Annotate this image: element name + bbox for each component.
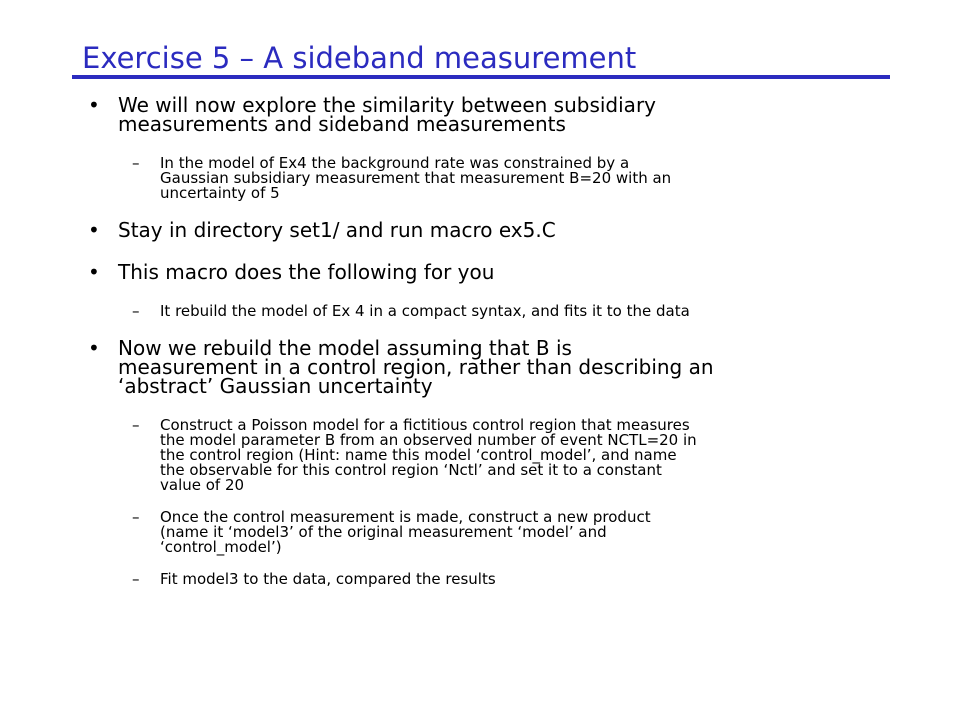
bullet-item bbox=[86, 336, 906, 398]
sub-bullet-text-line: In the model of Ex4 the background rate was constrained by a bbox=[160, 154, 630, 172]
bullet-text-line: measurements and sideband measurements bbox=[118, 112, 566, 136]
bullet-item bbox=[86, 93, 906, 136]
sub-bullet-marker: – bbox=[132, 416, 140, 434]
bullet-item bbox=[86, 260, 906, 284]
bullet-marker: • bbox=[88, 218, 100, 242]
bullet-text-line: measurement in a control region, rather than describing an bbox=[118, 355, 714, 379]
bullet-text-line: We will now explore the similarity between subsidiary bbox=[118, 93, 656, 117]
title-underline bbox=[72, 75, 890, 79]
sub-bullet-item bbox=[86, 572, 906, 587]
bullet-text-line: ‘abstract’ Gaussian uncertainty bbox=[118, 374, 433, 398]
sub-bullet-marker: – bbox=[132, 508, 140, 526]
slide-body bbox=[86, 93, 906, 588]
sub-bullet-text-line: Construct a Poisson model for a fictitious control region that measures bbox=[160, 416, 690, 434]
sub-bullet-item bbox=[86, 156, 906, 201]
sub-bullet-text-line: the control region (Hint: name this model ‘control_model’, and name bbox=[160, 446, 677, 464]
sub-bullet-text-line: uncertainty of 5 bbox=[160, 184, 280, 202]
sub-bullet-item bbox=[86, 304, 906, 319]
sub-bullet-item bbox=[86, 510, 906, 555]
sub-bullet-text-line: ‘control_model’) bbox=[160, 538, 282, 556]
sub-bullet-text-line: the model parameter B from an observed number of event NCTL=20 in bbox=[160, 431, 697, 449]
sub-bullet-text-line: It rebuild the model of Ex 4 in a compact syntax, and fits it to the data bbox=[160, 302, 690, 320]
bullet-marker: • bbox=[88, 93, 100, 117]
slide-title: Exercise 5 – A sideband measurement bbox=[82, 41, 637, 75]
sub-bullet-text-line: Gaussian subsidiary measurement that measurement B=20 with an bbox=[160, 169, 672, 187]
sub-bullet-marker: – bbox=[132, 154, 140, 172]
sub-bullet-marker: – bbox=[132, 570, 140, 588]
bullet-item bbox=[86, 218, 906, 242]
bullet-marker: • bbox=[88, 336, 100, 360]
bullet-marker: • bbox=[88, 260, 100, 284]
sub-bullet-marker: – bbox=[132, 302, 140, 320]
sub-bullet-text-line: Once the control measurement is made, construct a new product bbox=[160, 508, 651, 526]
sub-bullet-text-line: the observable for this control region ‘Nctl’ and set it to a constant bbox=[160, 461, 662, 479]
bullet-text-line: Now we rebuild the model assuming that B is bbox=[118, 336, 572, 360]
sub-bullet-text-line: Fit model3 to the data, compared the results bbox=[160, 570, 496, 588]
bullet-text-line: Stay in directory set1/ and run macro ex5.C bbox=[118, 218, 556, 242]
sub-bullet-text-line: (name it ‘model3’ of the original measurement ‘model’ and bbox=[160, 523, 607, 541]
sub-bullet-text-line: value of 20 bbox=[160, 476, 245, 494]
sub-bullet-item bbox=[86, 418, 906, 493]
bullet-text-line: This macro does the following for you bbox=[118, 260, 495, 284]
